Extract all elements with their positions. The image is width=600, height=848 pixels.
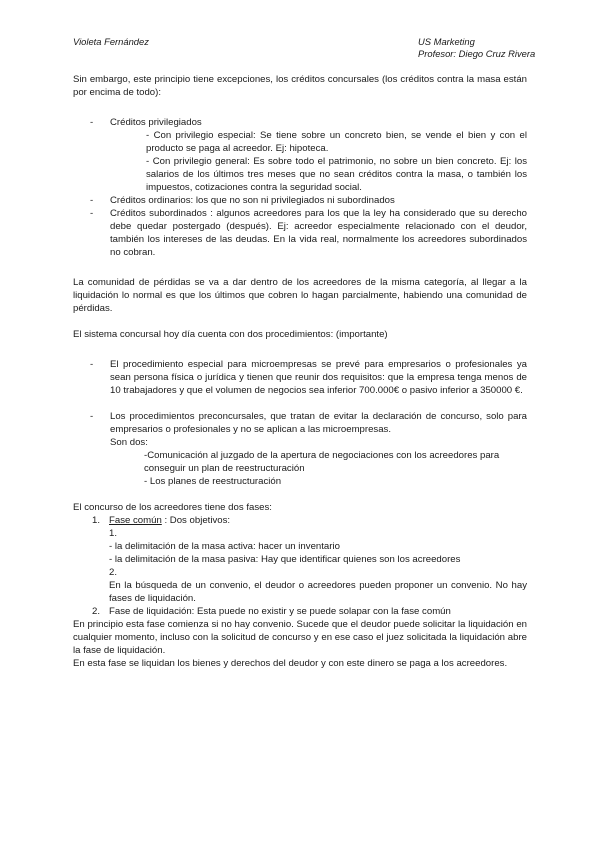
objective-number: 1. <box>109 528 118 539</box>
sub-item-restructuring-plans: - Los planes de reestructuración <box>144 476 282 487</box>
phase-common-subtitle: : Dos objetivos: <box>161 515 231 526</box>
objective-number: 2. <box>109 567 118 578</box>
paragraph-loss-community: La comunidad de pérdidas se va a dar dentro de los acreedores de la misma categoría, al llegar a la liquidación lo normal es que los últimos que cobren lo hagan parcialmente, habiendo una comunidad de pérdidas. <box>73 277 527 314</box>
paragraph-procedures-intro: El sistema concursal hoy día cuenta con dos procedimientos: (importante) <box>73 329 388 340</box>
paragraph-liquidation-start: En principio esta fase comienza si no hay convenio. Sucede que el deudor puede solicitar la liquidación en cualquier momento, incluso con la solicitud de concurso y en ese caso el juez solicitada la liquidación abre la fase de liquidación. <box>73 619 527 656</box>
list-item-preconcursal: - Los procedimientos preconcursales, que tratan de evitar la declaración de concurso, solo para empresarios o profesionales y no se aplican a las microempresas. <box>73 410 527 436</box>
sub-item-special-privilege: - Con privilegio especial: Se tiene sobre un concreto bien, se vende el bien y con el producto se paga al acreedor. Ej: hipoteca. <box>146 130 527 154</box>
phase-liquidation <box>73 605 527 618</box>
phase-common <box>73 514 527 527</box>
list-item-subordinated: - Créditos subordinados : algunos acreedores para los que la ley ha considerado que su derecho debe quedar postergado (después). Ej: acreedor especialmente relacionado con el deudor, también los intereses de las deudas. En la vida real, normalmente los acreedores subordinados no cobran. <box>73 207 527 259</box>
list-item-label: Créditos privilegiados <box>110 117 202 128</box>
objective-agreement: En la búsqueda de un convenio, el deudor o acreedores pueden proponer un convenio. No hay fases de liquidación. <box>109 580 527 604</box>
header-professor: Profesor: Diego Cruz Rivera <box>418 48 536 59</box>
procedures-list <box>73 358 527 488</box>
phase-common-title: Fase común <box>109 515 162 526</box>
header-author: Violeta Fernández <box>73 36 149 47</box>
paragraph-exceptions: Sin embargo, este principio tiene excepciones, los créditos concursales (los créditos contra la masa están por encima de todo): <box>73 74 527 98</box>
phase-number: 2. <box>92 606 101 617</box>
list-item-privileged <box>73 116 527 129</box>
phase-number: 1. <box>92 515 101 526</box>
paragraph-liquidation-assets: En esta fase se liquidan los bienes y derechos del deudor y con este dinero se paga a los acreedores. <box>73 658 508 669</box>
sub-item-communication: -Comunicación al juzgado de la apertura de negociaciones con los acreedores para conseguir un plan de reestructuración <box>144 450 500 474</box>
header-course: US Marketing <box>418 36 475 47</box>
son-dos-label: Son dos: <box>110 437 148 448</box>
header-right <box>418 36 535 60</box>
document-body <box>73 73 527 670</box>
list-item-ordinary: - Créditos ordinarios: los que no son ni privilegiados ni subordinados <box>73 194 527 207</box>
phase-liquidation-text: Fase de liquidación: Esta puede no existir y se puede solapar con la fase común <box>109 606 451 617</box>
objective-passive-mass: - la delimitación de la masa pasiva: Hay que identificar quienes son los acreedores <box>109 554 461 565</box>
objective-active-mass: - la delimitación de la masa activa: hacer un inventario <box>109 541 340 552</box>
credit-types-list <box>73 116 527 259</box>
paragraph-phases-intro: El concurso de los acreedores tiene dos fases: <box>73 502 272 513</box>
sub-item-general-privilege: - Con privilegio general: Es sobre todo el patrimonio, no sobre un bien concreto. Ej: los salarios de los últimos tres meses que no sean créditos contra la masa, o también los impuestos, cotizaciones contra la seguridad social. <box>146 156 527 193</box>
list-item-microenterprise: - El procedimiento especial para microempresas se prevé para empresarios o profesionales ya sean persona física o jurídica y tienen que reunir dos requisitos: que la empresa tenga menos de 10 trabajadores y que el volumen de negocios sea inferior 700.000€ o pasivo inferior a 350000 €. <box>73 358 527 397</box>
